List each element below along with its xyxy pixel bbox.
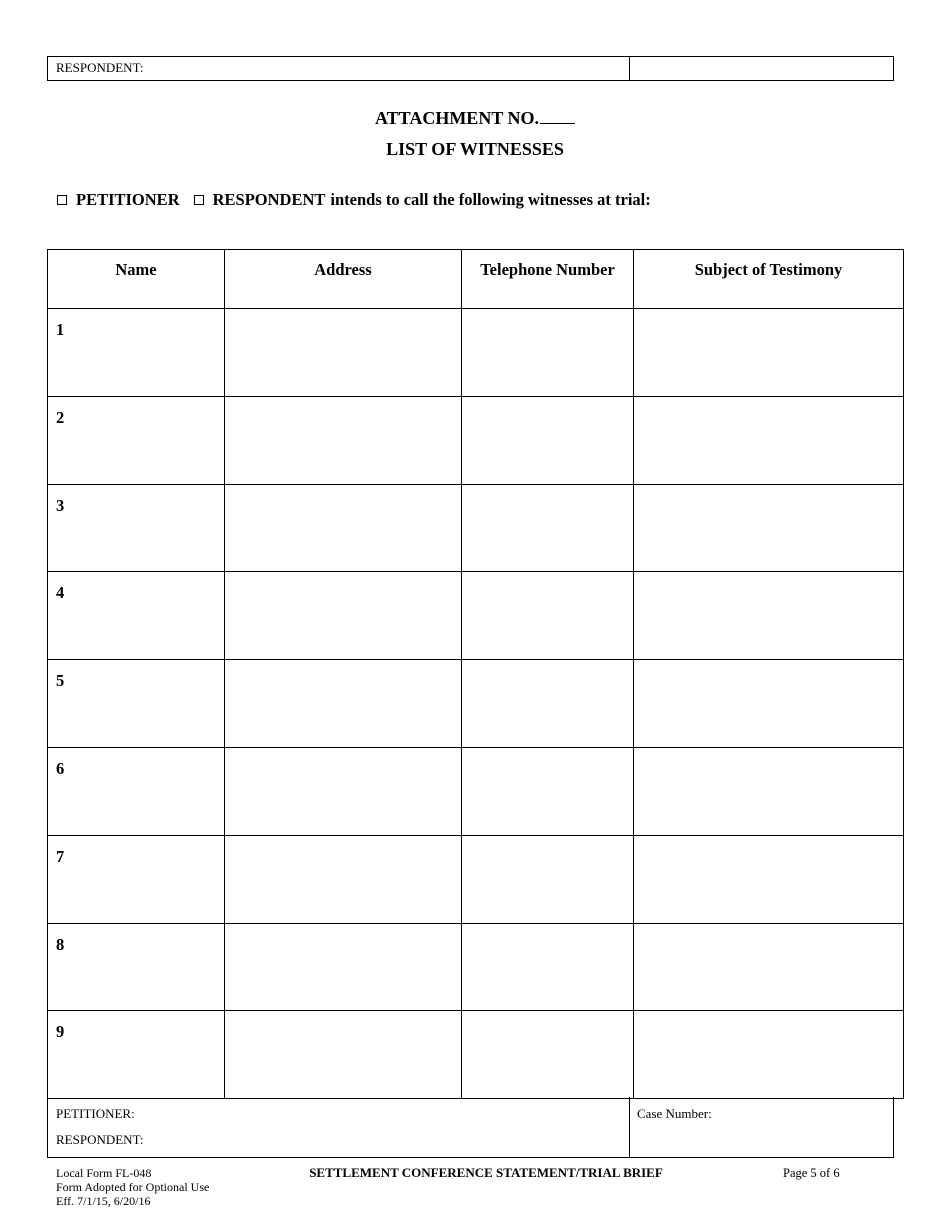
- witness-row: [48, 396, 904, 484]
- witness-row-number: 5: [56, 671, 65, 691]
- witness-subject-cell[interactable]: [634, 835, 904, 923]
- intent-statement: [57, 190, 651, 210]
- intent-text: intends to call the following witnesses at trial:: [330, 190, 651, 209]
- witness-address-cell[interactable]: [225, 572, 462, 660]
- witness-subject-cell[interactable]: [634, 309, 904, 397]
- attachment-title: [0, 108, 950, 129]
- column-header-name: Name: [48, 250, 225, 309]
- witness-name-cell[interactable]: [48, 747, 225, 835]
- witness-name-cell[interactable]: [48, 1011, 225, 1099]
- witness-row: [48, 660, 904, 748]
- witness-row-number: 2: [56, 407, 65, 427]
- witness-subject-cell[interactable]: [634, 747, 904, 835]
- witness-name-cell[interactable]: [48, 396, 225, 484]
- witness-address-cell[interactable]: [225, 309, 462, 397]
- respondent-checkbox[interactable]: [194, 195, 204, 205]
- caption-footer-box: [47, 1097, 894, 1158]
- attachment-number-blank[interactable]: [540, 109, 575, 124]
- witness-row-number: 1: [56, 320, 65, 339]
- respondent-footer-label: RESPONDENT:: [56, 1132, 144, 1147]
- page-number: Page 5 of 6: [783, 1166, 840, 1180]
- witness-telephone-cell[interactable]: [462, 747, 634, 835]
- witness-telephone-cell[interactable]: [462, 309, 634, 397]
- list-of-witnesses-title: LIST OF WITNESSES: [386, 139, 564, 159]
- case-number-label: Case Number:: [637, 1106, 712, 1121]
- column-header-address: Address: [225, 250, 462, 309]
- witness-name-cell[interactable]: [48, 309, 225, 397]
- witness-table-header: [48, 250, 904, 309]
- petitioner-footer-label: PETITIONER:: [56, 1106, 135, 1121]
- witness-telephone-cell[interactable]: [462, 1011, 634, 1099]
- witness-subject-cell[interactable]: [634, 572, 904, 660]
- witness-row: [48, 484, 904, 572]
- respondent-option-label: RESPONDENT: [212, 190, 326, 209]
- witness-address-cell[interactable]: [225, 747, 462, 835]
- witness-row-number: 6: [56, 758, 65, 778]
- witness-row: [48, 572, 904, 660]
- witness-name-cell[interactable]: [48, 923, 225, 1011]
- caption-header-box: [47, 56, 894, 81]
- witness-row: [48, 923, 904, 1011]
- petitioner-checkbox[interactable]: [57, 195, 67, 205]
- witness-address-cell[interactable]: [225, 1011, 462, 1099]
- witness-address-cell[interactable]: [225, 396, 462, 484]
- witness-subject-cell[interactable]: [634, 923, 904, 1011]
- witness-subject-cell[interactable]: [634, 660, 904, 748]
- form-effective-date: Eff. 7/1/15, 6/20/16: [56, 1194, 151, 1208]
- witness-telephone-cell[interactable]: [462, 572, 634, 660]
- witness-row: [48, 1011, 904, 1099]
- witness-address-cell[interactable]: [225, 484, 462, 572]
- witness-table: [47, 249, 904, 1099]
- witness-address-cell[interactable]: [225, 660, 462, 748]
- form-adopted: Form Adopted for Optional Use: [56, 1180, 210, 1194]
- column-header-subject: Subject of Testimony: [634, 250, 904, 309]
- witness-telephone-cell[interactable]: [462, 484, 634, 572]
- witness-row-number: 4: [56, 583, 65, 603]
- form-title: SETTLEMENT CONFERENCE STATEMENT/TRIAL BRIEF: [309, 1165, 663, 1180]
- witness-row: [48, 835, 904, 923]
- form-id: Local Form FL-048: [56, 1166, 152, 1180]
- witness-address-cell[interactable]: [225, 835, 462, 923]
- attachment-title-text: ATTACHMENT NO.: [374, 108, 539, 128]
- petitioner-option-label: PETITIONER: [76, 190, 180, 209]
- witness-row-number: 7: [56, 846, 65, 866]
- witness-name-cell[interactable]: [48, 484, 225, 572]
- witness-name-cell[interactable]: [48, 660, 225, 748]
- witness-row: [48, 309, 904, 397]
- witness-subject-cell[interactable]: [634, 396, 904, 484]
- column-header-telephone: Telephone Number: [462, 250, 634, 309]
- footer-box-divider: [629, 1097, 630, 1157]
- witness-telephone-cell[interactable]: [462, 396, 634, 484]
- witness-telephone-cell[interactable]: [462, 923, 634, 1011]
- witness-subject-cell[interactable]: [634, 1011, 904, 1099]
- witness-address-cell[interactable]: [225, 923, 462, 1011]
- header-divider: [629, 57, 630, 80]
- witness-name-cell[interactable]: [48, 572, 225, 660]
- witness-subject-cell[interactable]: [634, 484, 904, 572]
- witness-name-cell[interactable]: [48, 835, 225, 923]
- witness-row-number: 8: [56, 934, 65, 954]
- respondent-header-label: RESPONDENT:: [56, 60, 144, 75]
- witness-row: [48, 747, 904, 835]
- witness-telephone-cell[interactable]: [462, 835, 634, 923]
- witness-row-number: 3: [56, 495, 65, 515]
- witness-row-number: 9: [56, 1022, 65, 1042]
- witness-telephone-cell[interactable]: [462, 660, 634, 748]
